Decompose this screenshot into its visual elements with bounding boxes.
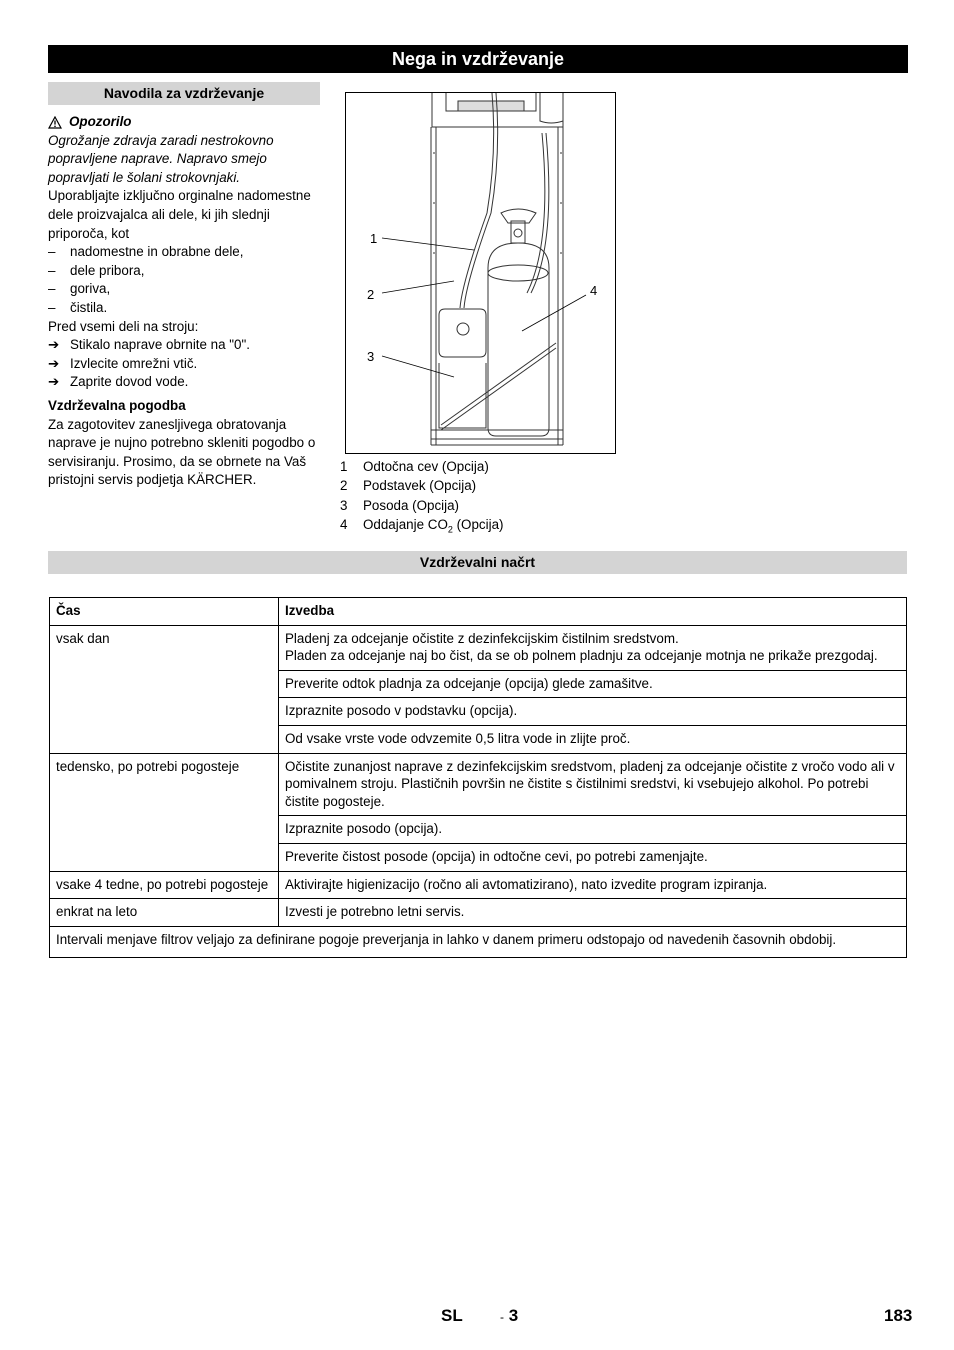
list-item: – čistila. <box>48 299 320 318</box>
figure-legend <box>340 458 640 536</box>
time-cell: tedensko, po potrebi pogosteje <box>50 753 279 871</box>
footer-page-part: - 3 <box>500 1306 519 1325</box>
arrow-right-icon: ➔ <box>48 337 60 353</box>
device-illustration <box>345 92 616 454</box>
spare-parts-text: Uporabljajte izključno orginalne nadomestne dele proizvajalca ali dele, ki jih slednji priporoča, kot <box>48 188 311 241</box>
legend-item: 4 Oddajanje $CO_2$ (Opcija) <box>340 517 504 535</box>
action-cell: Preverite čistost posode (opcija) in odtočne cevi, po potrebi zamenjajte. <box>279 843 907 871</box>
step-item: ➔ Stikalo naprave obrnite na "0". <box>48 336 320 355</box>
action-cell: Aktivirajte higienizacijo (ročno ali avtomatizirano), nato izvedite program izpiranja. <box>279 871 907 899</box>
time-cell: vsake 4 tedne, po potrebi pogosteje <box>50 871 279 899</box>
action-cell: Izpraznite posodo v podstavku (opcija). <box>279 698 907 726</box>
action-cell: Očistite zunanjost naprave z dezinfekcijskim sredstvom, pladenj za odcejanje očistite z vročo vodo ali v pomivalnem stroju. Plastičnih površin ne čistite s čistilnimi sredstvi, ki vsebujejo alkohol. Po potrebi čistite pogosteje. <box>279 753 907 816</box>
action-cell: Preverite odtok pladnja za odcejanje (opcija) glede zamašitve. <box>279 670 907 698</box>
warning-heading <box>48 113 320 132</box>
time-cell: vsak dan <box>50 625 279 753</box>
legend-item: 3 Posoda (Opcija) <box>340 497 460 513</box>
legend-item: 2 Podstavek (Opcija) <box>340 478 477 494</box>
warning-text: Ogrožanje zdravja zaradi nestrokovno popravljene naprave. Napravo smejo popravljati le šolani strokovnjaki. <box>48 132 274 185</box>
legend-item: 1 Odtočna cev (Opcija) <box>340 459 489 474</box>
arrow-right-icon: ➔ <box>48 355 60 371</box>
action-cell: Izpraznite posodo (opcija). <box>279 816 907 844</box>
list-item: – nadomestne in obrabne dele, <box>48 243 320 262</box>
table-row <box>50 625 907 670</box>
callout-4: 4 <box>590 283 598 298</box>
parts-list <box>48 243 320 317</box>
column-header-time: Čas <box>50 598 279 626</box>
table-header-row <box>50 598 907 626</box>
contract-text: Za zagotovitev zanesljivega obratovanja naprave je nujno potrebno skleniti pogodbo o servisiranju. Prosimo, da se obrnete na Vaš pristojni servis podjetja KÄRCHER. <box>48 416 316 488</box>
column-header-action: Izvedba <box>279 598 907 626</box>
page-title: Nega in vzdrževanje <box>48 45 908 73</box>
table-footnote-row <box>50 926 907 958</box>
footnote-cell: Intervali menjave filtrov veljajo za definirane pogoje preverjanja in lahko v danem primeru odstopajo od navedenih časovnih obdobij. <box>50 926 907 958</box>
instructions-text <box>48 113 320 490</box>
action-cell: Pladenj za odcejanje očistite z dezinfekcijskim čistilnim sredstvom. Pladen za odcejanje naj bo čist, da se ob polnem pladnju za odcejanje motnja ne prikaže prezgodaj. <box>279 625 907 670</box>
arrow-right-icon: ➔ <box>48 374 60 390</box>
water-dispenser-drawing <box>346 93 616 454</box>
table-row <box>50 753 907 816</box>
steps-list <box>48 336 320 392</box>
step-item: ➔ Zaprite dovod vode. <box>48 373 320 392</box>
maintenance-instructions-heading: Navodila za vzdrževanje <box>48 82 320 105</box>
warning-triangle-icon <box>48 116 62 129</box>
callout-1: 1 <box>370 231 378 246</box>
footer-page-number: 183 <box>884 1306 913 1325</box>
step-item: ➔ Izvlecite omrežni vtič. <box>48 355 320 374</box>
table-row <box>50 871 907 899</box>
maintenance-plan-heading: Vzdrževalni načrt <box>48 551 907 574</box>
footer-language: SL <box>441 1306 463 1325</box>
callout-2: 2 <box>367 287 375 302</box>
contract-heading: Vzdrževalna pogodba <box>48 397 186 413</box>
callout-3: 3 <box>367 349 375 364</box>
action-cell: Izvesti je potrebno letni servis. <box>279 899 907 927</box>
table-row <box>50 899 907 927</box>
list-item: – dele pribora, <box>48 262 320 281</box>
warning-title: Opozorilo <box>69 114 132 129</box>
maintenance-plan-table <box>49 597 907 958</box>
time-cell: enkrat na leto <box>50 899 279 927</box>
before-work-text: Pred vsemi deli na stroju: <box>48 318 199 334</box>
action-cell: Od vsake vrste vode odvzemite 0,5 litra vode in zlijte proč. <box>279 725 907 753</box>
list-item: – goriva, <box>48 280 320 299</box>
